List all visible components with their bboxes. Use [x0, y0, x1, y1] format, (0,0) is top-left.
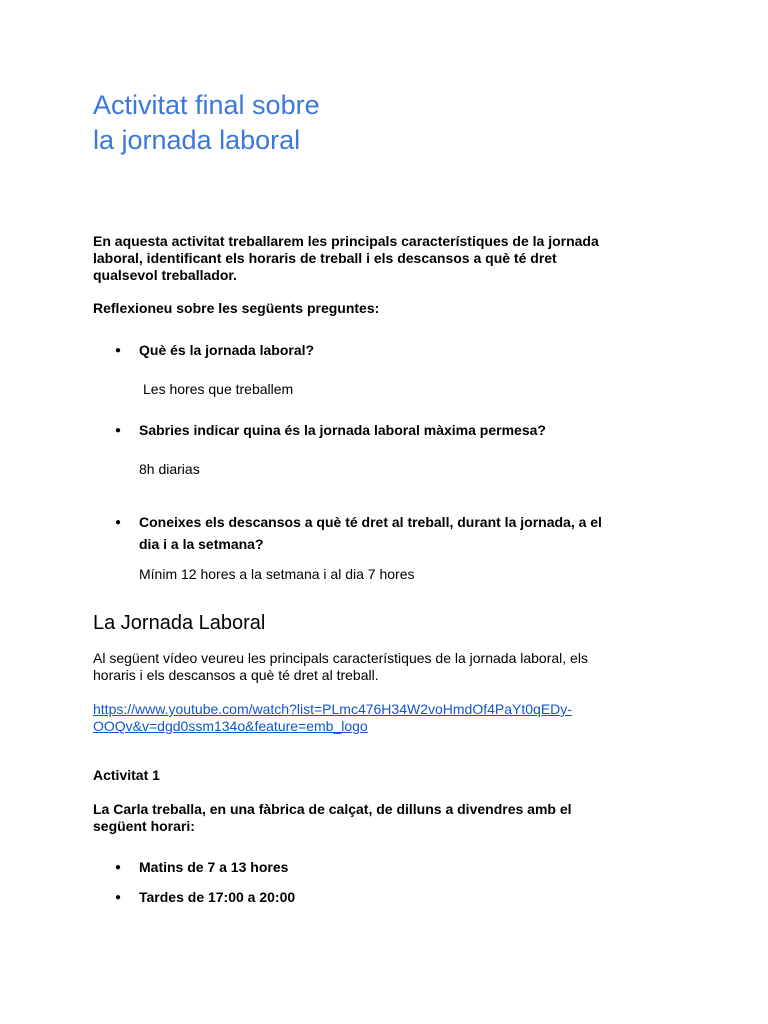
- title-line-2: la jornada laboral: [93, 125, 301, 155]
- bullet-icon: ●: [115, 892, 122, 903]
- link-line-1[interactable]: https://www.youtube.com/watch?list=PLmc476H34W2voHmdOf4PaYt0qEDy-: [93, 701, 572, 717]
- activity-line-1: La Carla treballa, en una fàbrica de calçat, de dilluns a divendres amb el: [93, 801, 572, 817]
- video-line-2: horaris i els descansos a què té dret al treball.: [93, 667, 379, 683]
- title-line-1: Activitat final sobre: [93, 90, 320, 120]
- video-line-1: Al següent vídeo veureu les principals característiques de la jornada laboral, els: [93, 650, 588, 666]
- intro-line-3: qualsevol treballador.: [93, 267, 237, 283]
- section-heading: La Jornada Laboral: [93, 612, 266, 634]
- answer-2: 8h diarias: [139, 461, 200, 477]
- bullet-icon: ●: [115, 345, 122, 356]
- link-line-2[interactable]: OOQv&v=dgd0ssm134o&feature=emb_logo: [93, 718, 368, 734]
- page-title: [93, 88, 693, 158]
- activity-paragraph: [93, 801, 673, 835]
- intro-paragraph: [93, 233, 673, 284]
- question-3-line-2: dia i a la setmana?: [139, 536, 264, 552]
- intro-line-1: En aquesta activitat treballarem les principals característiques de la jornada: [93, 233, 599, 249]
- question-2: Sabries indicar quina és la jornada laboral màxima permesa?: [139, 422, 546, 438]
- video-link[interactable]: [93, 701, 673, 735]
- bullet-icon: ●: [115, 862, 122, 873]
- question-1: Què és la jornada laboral?: [139, 342, 315, 358]
- prompt-text: Reflexioneu sobre les següents preguntes:: [93, 300, 380, 316]
- video-paragraph: [93, 650, 673, 684]
- intro-line-2: laboral, identificant els horaris de treball i els descansos a què té dret: [93, 250, 557, 266]
- list-item: Matins de 7 a 13 hores: [139, 859, 289, 875]
- bullet-icon: ●: [115, 425, 122, 436]
- activity-heading: Activitat 1: [93, 767, 160, 783]
- list-item: Tardes de 17:00 a 20:00: [139, 889, 296, 905]
- question-3-line-1: Coneixes els descansos a què té dret al treball, durant la jornada, a el: [139, 514, 602, 530]
- activity-line-2: següent horari:: [93, 818, 195, 834]
- bullet-icon: ●: [115, 517, 122, 528]
- answer-3: Mínim 12 hores a la setmana i al dia 7 hores: [139, 566, 415, 582]
- answer-1: Les hores que treballem: [143, 381, 294, 397]
